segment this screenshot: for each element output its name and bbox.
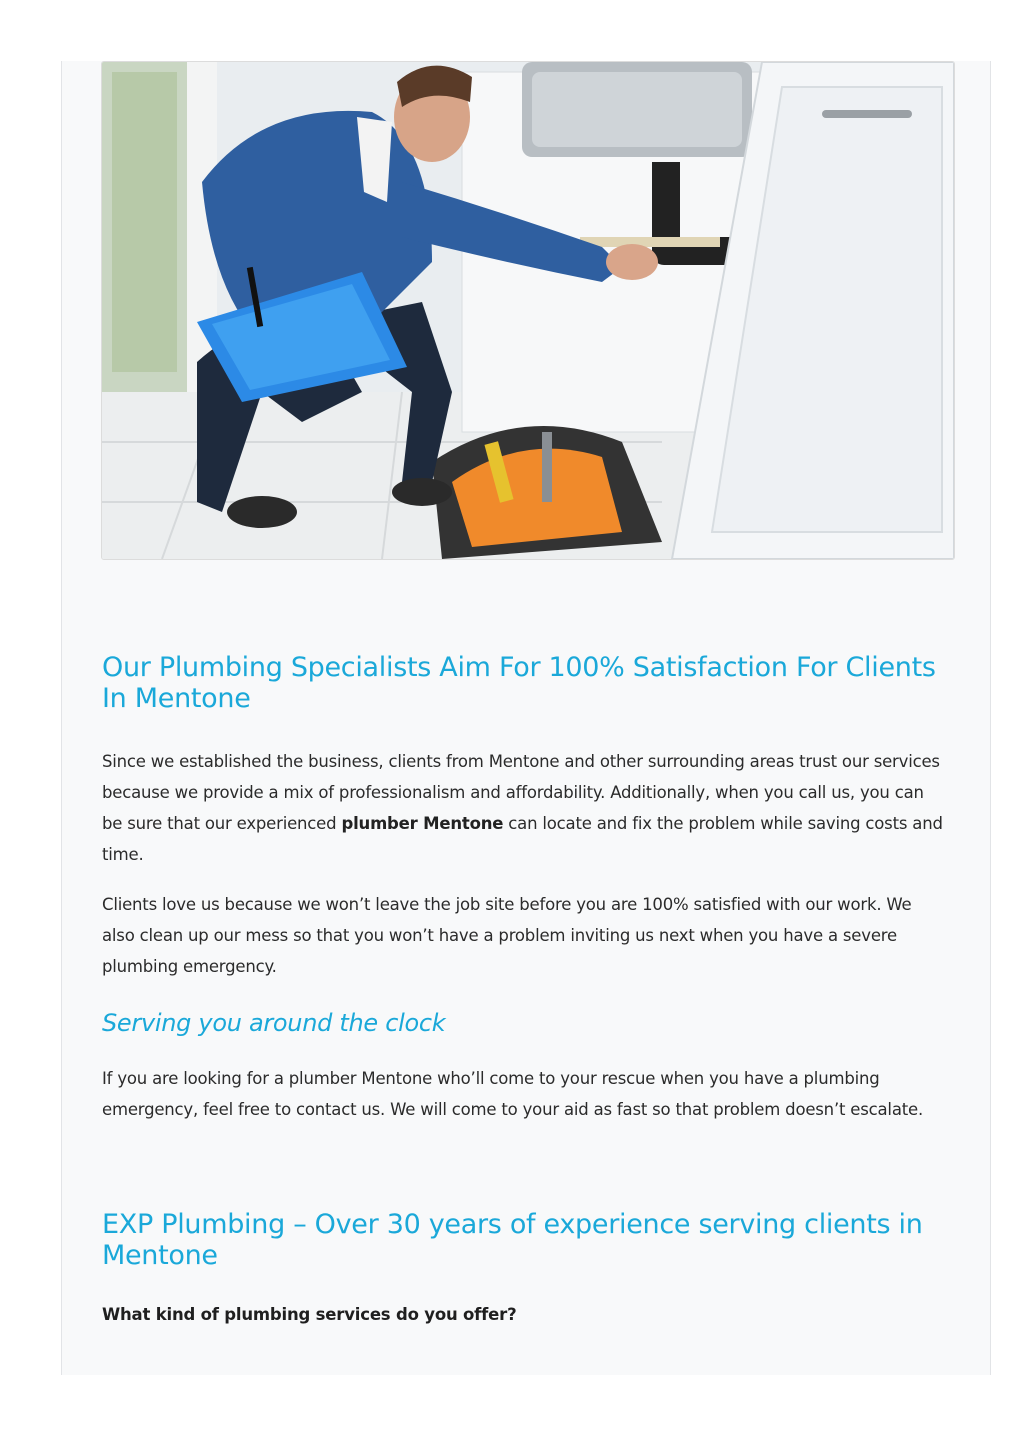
- paragraph-intro-text-end: can locate and fix the problem while saving costs and time.: [102, 814, 943, 864]
- section-heading-satisfaction: Our Plumbing Specialists Aim For 100% Satisfaction For Clients In Mentone: [102, 652, 936, 714]
- section-heading-exp-plumbing: EXP Plumbing – Over 30 years of experience serving clients in Mentone: [102, 1209, 923, 1271]
- plumber-illustration: [102, 62, 954, 559]
- section-subheading-around-clock: Serving you around the clock: [102, 1009, 446, 1037]
- paragraph-satisfaction: Clients love us because we won’t leave the job site before you are 100% satisfied with our work. We also clean up our mess so that you won’t have a problem inviting us next when you have a severe plumbing emergency.: [102, 895, 912, 976]
- paragraph-intro-text: Since we established the business, clients from Mentone and other surrounding areas trust our services because we provide a mix of professionalism and affordability. Additionally, when you call us, you can be sure that our experienced: [102, 752, 940, 833]
- paragraph-emergency: If you are looking for a plumber Mentone who’ll come to your rescue when you have a plumbing emergency, feel free to contact us. We will come to your aid as fast so that problem doesn’t escalate.: [102, 1069, 923, 1119]
- plumber-mentone-link[interactable]: plumber Mentone: [341, 814, 504, 833]
- faq-question: What kind of plumbing services do you offer?: [102, 1305, 517, 1324]
- paragraph-intro: [102, 746, 947, 870]
- hero-image: [101, 61, 955, 560]
- content-card: [61, 61, 991, 1375]
- article-content: [102, 652, 947, 1328]
